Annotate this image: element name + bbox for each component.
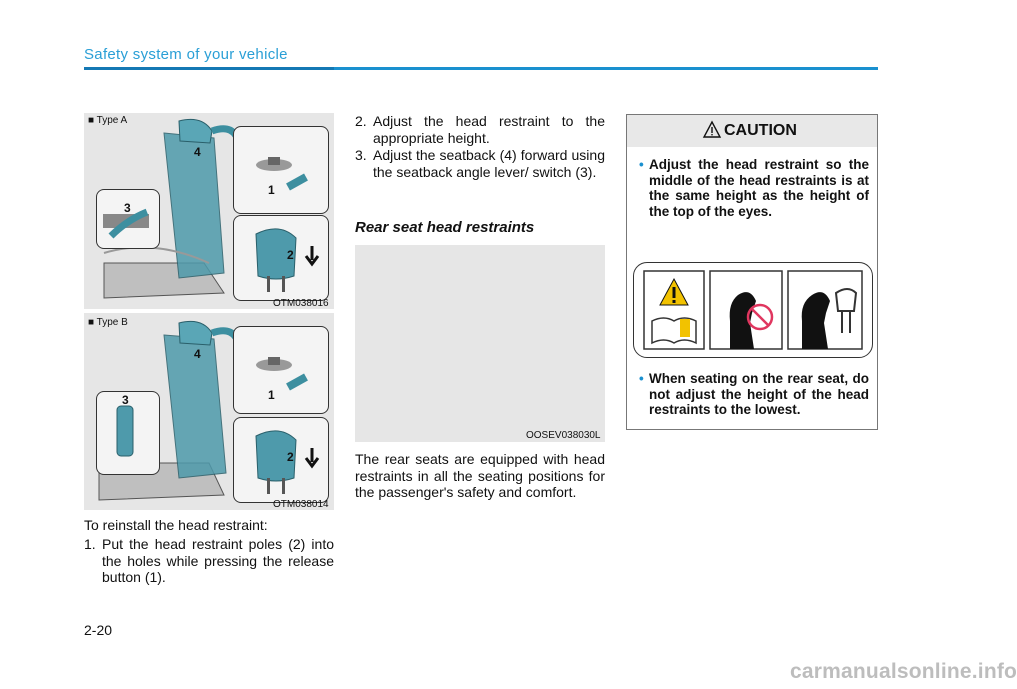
button-inset-a [233,126,329,214]
warning-pictogram [633,262,873,358]
caution-bullet-1-text: Adjust the head restraint so the middle of the head restraints is at the same height as the height of the top of the eyes. [649,157,869,219]
step-2-number: 2. [355,113,367,129]
headrest-inset-b [233,417,329,503]
bullet-dot: • [639,157,644,172]
type-b-label: ■ Type B [88,317,128,328]
bullet-dot: • [639,371,644,386]
release-button-illustration [234,127,328,213]
type-a-label: ■ Type A [88,115,128,126]
button-inset-b [233,326,329,414]
rear-figure-code: OOSEV038030L [526,430,601,441]
rear-seat-subheading: Rear seat head restraints [355,219,535,236]
step-1 [84,536,334,586]
intro-text: To reinstall the head restraint: [84,517,268,533]
step-2-text: Adjust the head restraint to the appropriate height. [373,113,605,146]
callout-1: 1 [268,183,275,197]
warning-triangle-icon [703,121,721,139]
lever-illustration [97,190,159,248]
rear-seat-figure [355,245,605,442]
lever-inset-a [96,189,160,249]
step-3-number: 3. [355,147,367,163]
caution-title: CAUTION [724,122,797,139]
pictogram-illustration [634,263,872,357]
figure-type-a [84,113,334,309]
callout-2: 2 [287,248,294,262]
figure-type-b [84,313,334,510]
caution-bullet-2-text: When seating on the rear seat, do not adjust the height of the head restraints to the lowest. [649,371,869,417]
caution-header [627,115,877,147]
step-1-number: 1. [84,536,96,552]
callout-3: 3 [122,393,129,407]
header-rule-accent [84,67,334,70]
step-3 [355,147,605,180]
rear-seat-paragraph: The rear seats are equipped with head restraints in all the seating positions for the passenger's safety and comfort. [355,451,605,500]
headrest-illustration [234,216,328,300]
callout-4: 4 [194,347,201,361]
watermark: carmanualsonline.info [790,660,1017,683]
figure-b-code: OTM038014 [273,499,329,510]
headrest-illustration-b [234,418,328,502]
page-number: 2-20 [84,622,113,638]
callout-2: 2 [287,450,294,464]
callout-4: 4 [194,145,201,159]
step-2 [355,113,605,146]
step-1-text: Put the head restraint poles (2) into the holes while pressing the release button (1). [102,536,334,585]
callout-1: 1 [268,388,275,402]
caution-bullet-1 [639,157,869,219]
step-3-text: Adjust the seatback (4) forward using the seatback angle lever/ switch (3). [373,147,605,180]
release-button-illustration-b [234,327,328,413]
callout-3: 3 [124,201,131,215]
headrest-inset-a [233,215,329,301]
caution-bullet-2 [639,371,869,418]
figure-a-code: OTM038016 [273,298,329,309]
section-title: Safety system of your vehicle [84,46,288,63]
